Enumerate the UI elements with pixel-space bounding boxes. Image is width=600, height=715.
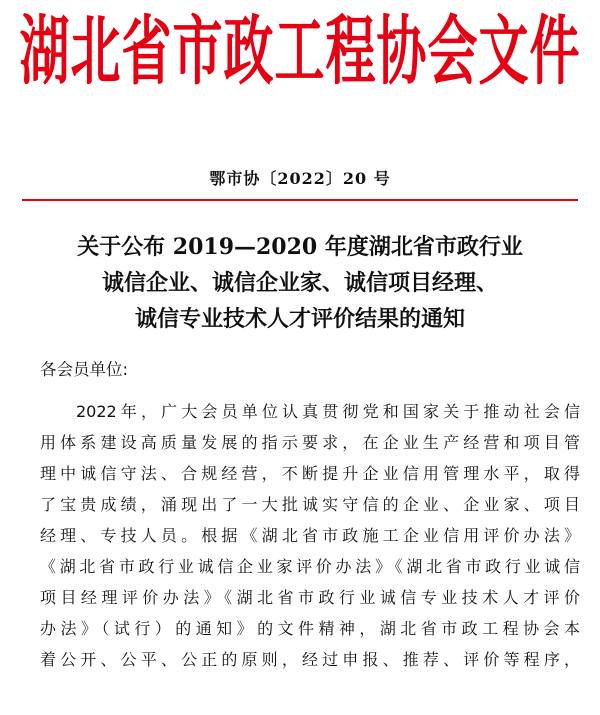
- title-line: 诚信企业、诚信企业家、诚信项目经理、: [101, 270, 498, 296]
- title-line: 关于公布 2019—2020 年度湖北省市政行业: [77, 234, 523, 260]
- notice-title: [0, 229, 600, 337]
- title-line: 诚信专业技术人才评价结果的通知: [134, 306, 465, 332]
- body-line: 项目经理评价办法》《湖北省市政行业诚信专业技术人才评价: [40, 588, 580, 607]
- body-line: 经理、专技人员。根据《湖北省市政施工企业信用评价办法》: [40, 526, 580, 545]
- body-line: 办法》（试行）的通知》的文件精神，湖北省市政工程协会本: [40, 619, 580, 638]
- body-line: 理中诚信守法、合规经营，不断提升企业信用管理水平，取得: [40, 464, 580, 483]
- document-number: 鄂市协〔2022〕20 号: [209, 169, 391, 188]
- body-line: 了宝贵成绩，涌现出了一大批诚实守信的企业、企业家、项目: [40, 495, 580, 514]
- red-divider-line: [22, 199, 578, 201]
- salutation: 各会员单位:: [40, 360, 129, 379]
- body-line: 《湖北省市政行业诚信企业家评价办法》《湖北省市政行业诚信: [40, 557, 580, 576]
- body-paragraph: [40, 396, 580, 675]
- body-line: 2022年，广大会员单位认真贯彻党和国家关于推动社会信: [76, 402, 580, 421]
- body-line: 着公开、公平、公正的原则，经过申报、推荐、评价等程序，: [40, 650, 580, 669]
- masthead-title: 湖北省市政工程协会文件: [19, 8, 581, 95]
- body-line: 用体系建设高质量发展的指示要求，在企业生产经营和项目管: [40, 433, 580, 452]
